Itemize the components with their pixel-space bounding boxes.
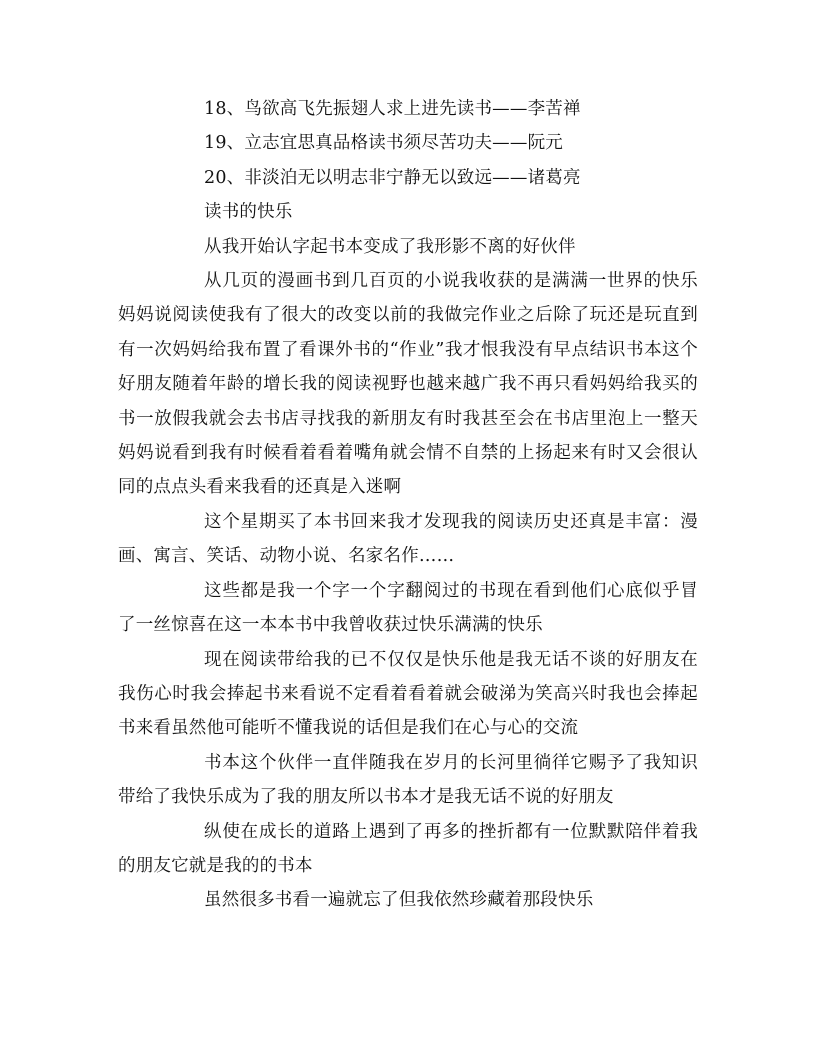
quote-20: 20、非淡泊无以明志非宁静无以致远——诸葛亮 xyxy=(204,167,581,188)
paragraph-companion: 书本这个伙伴一直伴随我在岁月的长河里徜徉它赐予了我知识带给了我快乐成为了我的朋友所以书本才是我无话不说的好朋友 xyxy=(118,752,698,808)
paragraph-reading-change: 从几页的漫画书到几百页的小说我收获的是满满一世界的快乐妈妈说阅读使我有了很大的改变以前的我做完作业之后除了玩还是玩直到有一次妈妈给我布置了看课外书的“作业”我才恨我没有早点结识书本这个好朋友随着年龄的增长我的阅读视野也越来越广我不再只看妈妈给我买的书一放假我就会去书店寻找我的新朋友有时我甚至会在书店里泡上一整天妈妈说看到我有时候看着看着嘴角就会情不自禁的上扬起来有时又会很认同的点点头看来我看的还真是入迷啊 xyxy=(118,271,698,498)
paragraph-best-friend: 现在阅读带给我的已不仅仅是快乐他是我无话不谈的好朋友在我伤心时我会捧起书来看说不定看着看着就会破涕为笑高兴时我也会捧起书来看虽然他可能听不懂我说的话但是我们在心与心的交流 xyxy=(118,649,698,739)
paragraph-closing: 虽然很多书看一遍就忘了但我依然珍藏着那段快乐 xyxy=(204,890,594,911)
paragraph-reading-history: 这个星期买了本书回来我才发现我的阅读历史还真是丰富：漫画、寓言、笑话、动物小说、名家名作…… xyxy=(118,511,698,567)
document-body xyxy=(118,92,698,918)
quote-19: 19、立志宜思真品格读书须尽苦功夫——阮元 xyxy=(204,133,563,154)
paragraph-books-read: 这些都是我一个字一个字翻阅过的书现在看到他们心底似乎冒了一丝惊喜在这一本本书中我曾收获过快乐满满的快乐 xyxy=(118,580,698,636)
paragraph-intro: 从我开始认字起书本变成了我形影不离的好伙伴 xyxy=(204,236,576,257)
section-title: 读书的快乐 xyxy=(204,202,293,223)
quote-18: 18、鸟欲高飞先振翅人求上进先读书——李苦禅 xyxy=(204,99,581,119)
paragraph-growth: 纵使在成长的道路上遇到了再多的挫折都有一位默默陪伴着我的朋友它就是我的的书本 xyxy=(118,821,698,876)
